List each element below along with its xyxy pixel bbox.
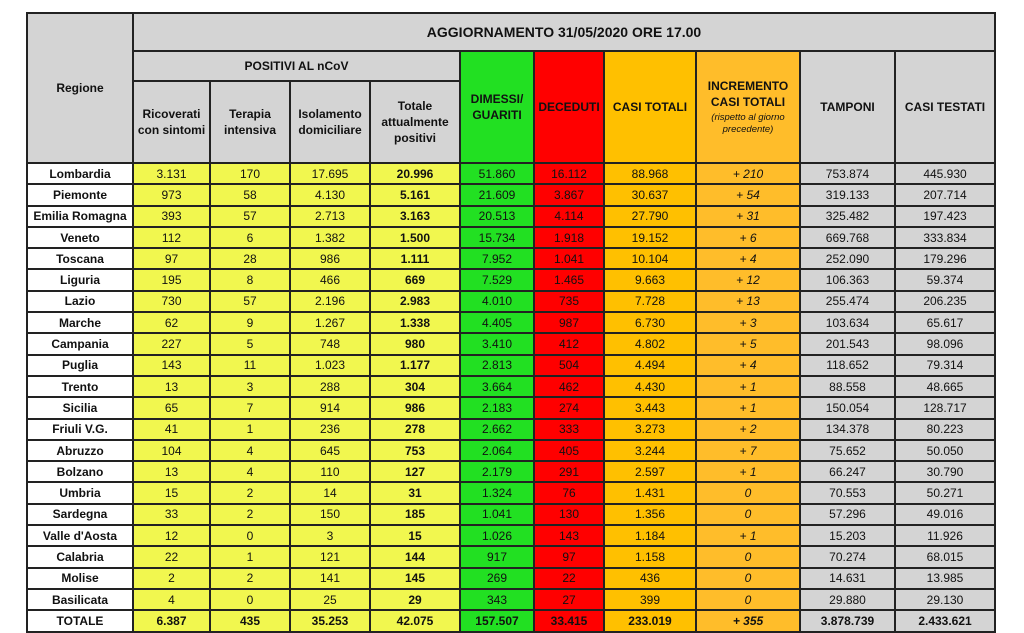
cell-casi-testati: 445.930 xyxy=(895,163,995,184)
cell-totale-positivi: 127 xyxy=(370,461,460,482)
cell-isolamento: 645 xyxy=(290,440,370,461)
cell-totale-positivi: 1.177 xyxy=(370,355,460,376)
cell-terapia: 435 xyxy=(210,610,290,631)
cell-incremento: + 3 xyxy=(696,312,800,333)
cell-casi-totali: 3.443 xyxy=(604,397,696,418)
cell-isolamento: 3 xyxy=(290,525,370,546)
cell-dimessi: 1.026 xyxy=(460,525,534,546)
cell-incremento: + 2 xyxy=(696,419,800,440)
cell-regione: Bolzano xyxy=(27,461,133,482)
cell-incremento: + 5 xyxy=(696,333,800,354)
cell-deceduti: 1.918 xyxy=(534,227,604,248)
cell-tamponi: 57.296 xyxy=(800,504,895,525)
cell-incremento: + 355 xyxy=(696,610,800,631)
cell-regione: Toscana xyxy=(27,248,133,269)
cell-terapia: 5 xyxy=(210,333,290,354)
cell-casi-totali: 27.790 xyxy=(604,206,696,227)
cell-regione: Umbria xyxy=(27,482,133,503)
cell-dimessi: 20.513 xyxy=(460,206,534,227)
cell-deceduti: 22 xyxy=(534,568,604,589)
cell-isolamento: 2.196 xyxy=(290,291,370,312)
cell-tamponi: 29.880 xyxy=(800,589,895,610)
cell-totale-positivi: 2.983 xyxy=(370,291,460,312)
cell-totale-positivi: 29 xyxy=(370,589,460,610)
cell-deceduti: 1.041 xyxy=(534,248,604,269)
table-row xyxy=(27,525,995,546)
cell-terapia: 0 xyxy=(210,589,290,610)
cell-regione: Piemonte xyxy=(27,184,133,205)
cell-casi-testati: 128.717 xyxy=(895,397,995,418)
cell-ricoverati: 2 xyxy=(133,568,210,589)
cell-dimessi: 3.410 xyxy=(460,333,534,354)
cell-incremento: + 7 xyxy=(696,440,800,461)
cell-casi-testati: 2.433.621 xyxy=(895,610,995,631)
cell-deceduti: 130 xyxy=(534,504,604,525)
cell-totale-positivi: 42.075 xyxy=(370,610,460,631)
page-title: AGGIORNAMENTO 31/05/2020 ORE 17.00 xyxy=(133,13,995,51)
cell-tamponi: 201.543 xyxy=(800,333,895,354)
cell-isolamento: 150 xyxy=(290,504,370,525)
cell-casi-testati: 59.374 xyxy=(895,269,995,290)
cell-terapia: 3 xyxy=(210,376,290,397)
cell-tamponi: 252.090 xyxy=(800,248,895,269)
cell-isolamento: 4.130 xyxy=(290,184,370,205)
cell-isolamento: 986 xyxy=(290,248,370,269)
table-row xyxy=(27,482,995,503)
table-row xyxy=(27,440,995,461)
cell-dimessi: 2.179 xyxy=(460,461,534,482)
cell-dimessi: 4.010 xyxy=(460,291,534,312)
cell-terapia: 0 xyxy=(210,525,290,546)
cell-isolamento: 1.267 xyxy=(290,312,370,333)
cell-regione: TOTALE xyxy=(27,610,133,631)
cell-isolamento: 110 xyxy=(290,461,370,482)
header-casi-testati: CASI TESTATI xyxy=(895,51,995,163)
cell-isolamento: 466 xyxy=(290,269,370,290)
cell-terapia: 11 xyxy=(210,355,290,376)
cell-totale-positivi: 3.163 xyxy=(370,206,460,227)
cell-dimessi: 7.952 xyxy=(460,248,534,269)
cell-incremento: + 12 xyxy=(696,269,800,290)
cell-totale-positivi: 144 xyxy=(370,546,460,567)
cell-tamponi: 134.378 xyxy=(800,419,895,440)
cell-tamponi: 118.652 xyxy=(800,355,895,376)
cell-dimessi: 157.507 xyxy=(460,610,534,631)
cell-isolamento: 1.382 xyxy=(290,227,370,248)
cell-casi-testati: 206.235 xyxy=(895,291,995,312)
cell-isolamento: 748 xyxy=(290,333,370,354)
cell-terapia: 170 xyxy=(210,163,290,184)
cell-casi-testati: 11.926 xyxy=(895,525,995,546)
cell-deceduti: 16.112 xyxy=(534,163,604,184)
cell-regione: Lazio xyxy=(27,291,133,312)
table-row xyxy=(27,376,995,397)
cell-totale-positivi: 278 xyxy=(370,419,460,440)
table-row xyxy=(27,546,995,567)
cell-casi-totali: 4.802 xyxy=(604,333,696,354)
cell-totale-positivi: 753 xyxy=(370,440,460,461)
cell-casi-totali: 4.494 xyxy=(604,355,696,376)
cell-casi-totali: 436 xyxy=(604,568,696,589)
cell-ricoverati: 22 xyxy=(133,546,210,567)
cell-casi-totali: 9.663 xyxy=(604,269,696,290)
cell-casi-totali: 10.104 xyxy=(604,248,696,269)
cell-isolamento: 1.023 xyxy=(290,355,370,376)
cell-regione: Marche xyxy=(27,312,133,333)
cell-tamponi: 319.133 xyxy=(800,184,895,205)
cell-terapia: 28 xyxy=(210,248,290,269)
cell-totale-positivi: 20.996 xyxy=(370,163,460,184)
covid-data-table xyxy=(26,12,996,633)
cell-ricoverati: 973 xyxy=(133,184,210,205)
cell-terapia: 2 xyxy=(210,568,290,589)
cell-casi-testati: 79.314 xyxy=(895,355,995,376)
cell-totale-positivi: 1.111 xyxy=(370,248,460,269)
cell-ricoverati: 41 xyxy=(133,419,210,440)
cell-tamponi: 14.631 xyxy=(800,568,895,589)
cell-regione: Campania xyxy=(27,333,133,354)
cell-casi-testati: 80.223 xyxy=(895,419,995,440)
cell-deceduti: 4.114 xyxy=(534,206,604,227)
cell-terapia: 4 xyxy=(210,440,290,461)
cell-casi-totali: 4.430 xyxy=(604,376,696,397)
cell-ricoverati: 4 xyxy=(133,589,210,610)
table-row xyxy=(27,248,995,269)
cell-totale-positivi: 304 xyxy=(370,376,460,397)
table-row xyxy=(27,419,995,440)
cell-casi-totali: 30.637 xyxy=(604,184,696,205)
header-dimessi: DIMESSI/ GUARITI xyxy=(460,51,534,163)
cell-tamponi: 75.652 xyxy=(800,440,895,461)
cell-ricoverati: 33 xyxy=(133,504,210,525)
table-row xyxy=(27,397,995,418)
cell-ricoverati: 65 xyxy=(133,397,210,418)
cell-regione: Sardegna xyxy=(27,504,133,525)
cell-ricoverati: 97 xyxy=(133,248,210,269)
cell-incremento: 0 xyxy=(696,546,800,567)
cell-terapia: 6 xyxy=(210,227,290,248)
cell-casi-totali: 19.152 xyxy=(604,227,696,248)
cell-incremento: + 1 xyxy=(696,397,800,418)
total-row xyxy=(27,610,995,631)
cell-ricoverati: 3.131 xyxy=(133,163,210,184)
cell-casi-testati: 48.665 xyxy=(895,376,995,397)
cell-tamponi: 70.553 xyxy=(800,482,895,503)
cell-deceduti: 412 xyxy=(534,333,604,354)
cell-tamponi: 255.474 xyxy=(800,291,895,312)
cell-terapia: 57 xyxy=(210,206,290,227)
cell-dimessi: 343 xyxy=(460,589,534,610)
cell-dimessi: 15.734 xyxy=(460,227,534,248)
cell-isolamento: 17.695 xyxy=(290,163,370,184)
cell-incremento: + 54 xyxy=(696,184,800,205)
cell-casi-totali: 7.728 xyxy=(604,291,696,312)
cell-regione: Liguria xyxy=(27,269,133,290)
cell-terapia: 9 xyxy=(210,312,290,333)
table-row xyxy=(27,227,995,248)
header-totale-positivi: Totale attualmente positivi xyxy=(370,81,460,163)
cell-terapia: 7 xyxy=(210,397,290,418)
cell-isolamento: 914 xyxy=(290,397,370,418)
cell-totale-positivi: 15 xyxy=(370,525,460,546)
cell-casi-totali: 88.968 xyxy=(604,163,696,184)
header-tamponi: TAMPONI xyxy=(800,51,895,163)
cell-casi-totali: 399 xyxy=(604,589,696,610)
header-incremento xyxy=(696,51,800,163)
cell-tamponi: 70.274 xyxy=(800,546,895,567)
cell-deceduti: 3.867 xyxy=(534,184,604,205)
cell-ricoverati: 6.387 xyxy=(133,610,210,631)
cell-dimessi: 51.860 xyxy=(460,163,534,184)
cell-ricoverati: 62 xyxy=(133,312,210,333)
header-incremento-note: (rispetto al giorno precedente) xyxy=(711,112,785,136)
cell-ricoverati: 227 xyxy=(133,333,210,354)
cell-casi-testati: 98.096 xyxy=(895,333,995,354)
table-row xyxy=(27,291,995,312)
cell-regione: Valle d'Aosta xyxy=(27,525,133,546)
cell-totale-positivi: 1.500 xyxy=(370,227,460,248)
cell-dimessi: 917 xyxy=(460,546,534,567)
cell-deceduti: 462 xyxy=(534,376,604,397)
cell-isolamento: 25 xyxy=(290,589,370,610)
cell-deceduti: 291 xyxy=(534,461,604,482)
table-row xyxy=(27,333,995,354)
cell-regione: Emilia Romagna xyxy=(27,206,133,227)
cell-incremento: + 1 xyxy=(696,461,800,482)
cell-casi-testati: 68.015 xyxy=(895,546,995,567)
cell-terapia: 2 xyxy=(210,482,290,503)
table-row xyxy=(27,504,995,525)
header-terapia: Terapia intensiva xyxy=(210,81,290,163)
cell-regione: Calabria xyxy=(27,546,133,567)
cell-casi-totali: 1.158 xyxy=(604,546,696,567)
cell-ricoverati: 393 xyxy=(133,206,210,227)
cell-casi-totali: 1.356 xyxy=(604,504,696,525)
table-body xyxy=(27,13,995,632)
cell-regione: Puglia xyxy=(27,355,133,376)
cell-casi-totali: 233.019 xyxy=(604,610,696,631)
cell-ricoverati: 12 xyxy=(133,525,210,546)
cell-dimessi: 1.041 xyxy=(460,504,534,525)
cell-casi-testati: 13.985 xyxy=(895,568,995,589)
cell-dimessi: 2.813 xyxy=(460,355,534,376)
cell-incremento: 0 xyxy=(696,568,800,589)
cell-tamponi: 150.054 xyxy=(800,397,895,418)
cell-isolamento: 14 xyxy=(290,482,370,503)
header-deceduti: DECEDUTI xyxy=(534,51,604,163)
cell-regione: Trento xyxy=(27,376,133,397)
cell-casi-testati: 50.271 xyxy=(895,482,995,503)
cell-regione: Veneto xyxy=(27,227,133,248)
cell-ricoverati: 143 xyxy=(133,355,210,376)
cell-dimessi: 7.529 xyxy=(460,269,534,290)
cell-isolamento: 35.253 xyxy=(290,610,370,631)
cell-totale-positivi: 669 xyxy=(370,269,460,290)
cell-ricoverati: 13 xyxy=(133,376,210,397)
cell-deceduti: 274 xyxy=(534,397,604,418)
cell-isolamento: 2.713 xyxy=(290,206,370,227)
cell-dimessi: 1.324 xyxy=(460,482,534,503)
table-row xyxy=(27,355,995,376)
cell-deceduti: 76 xyxy=(534,482,604,503)
cell-incremento: + 1 xyxy=(696,525,800,546)
cell-dimessi: 2.064 xyxy=(460,440,534,461)
cell-casi-testati: 29.130 xyxy=(895,589,995,610)
cell-totale-positivi: 986 xyxy=(370,397,460,418)
header-ricoverati: Ricoverati con sintomi xyxy=(133,81,210,163)
cell-isolamento: 141 xyxy=(290,568,370,589)
cell-terapia: 1 xyxy=(210,419,290,440)
cell-deceduti: 1.465 xyxy=(534,269,604,290)
cell-dimessi: 2.662 xyxy=(460,419,534,440)
cell-tamponi: 106.363 xyxy=(800,269,895,290)
header-positivi-group: POSITIVI AL nCoV xyxy=(133,51,460,81)
cell-terapia: 58 xyxy=(210,184,290,205)
cell-terapia: 4 xyxy=(210,461,290,482)
cell-casi-totali: 2.597 xyxy=(604,461,696,482)
cell-tamponi: 3.878.739 xyxy=(800,610,895,631)
cell-casi-totali: 3.244 xyxy=(604,440,696,461)
cell-deceduti: 504 xyxy=(534,355,604,376)
cell-terapia: 8 xyxy=(210,269,290,290)
cell-tamponi: 15.203 xyxy=(800,525,895,546)
cell-tamponi: 66.247 xyxy=(800,461,895,482)
cell-incremento: + 6 xyxy=(696,227,800,248)
cell-ricoverati: 195 xyxy=(133,269,210,290)
cell-incremento: + 4 xyxy=(696,248,800,269)
cell-casi-totali: 1.431 xyxy=(604,482,696,503)
cell-totale-positivi: 5.161 xyxy=(370,184,460,205)
header-regione: Regione xyxy=(27,13,133,163)
cell-terapia: 1 xyxy=(210,546,290,567)
cell-casi-testati: 50.050 xyxy=(895,440,995,461)
cell-deceduti: 97 xyxy=(534,546,604,567)
cell-regione: Molise xyxy=(27,568,133,589)
cell-isolamento: 236 xyxy=(290,419,370,440)
cell-incremento: 0 xyxy=(696,504,800,525)
cell-incremento: + 1 xyxy=(696,376,800,397)
cell-totale-positivi: 980 xyxy=(370,333,460,354)
cell-casi-testati: 333.834 xyxy=(895,227,995,248)
cell-casi-totali: 3.273 xyxy=(604,419,696,440)
cell-dimessi: 4.405 xyxy=(460,312,534,333)
cell-casi-testati: 49.016 xyxy=(895,504,995,525)
cell-ricoverati: 15 xyxy=(133,482,210,503)
table-row xyxy=(27,206,995,227)
table-row xyxy=(27,589,995,610)
cell-dimessi: 21.609 xyxy=(460,184,534,205)
cell-deceduti: 143 xyxy=(534,525,604,546)
cell-isolamento: 288 xyxy=(290,376,370,397)
table-row xyxy=(27,461,995,482)
table-row xyxy=(27,269,995,290)
cell-deceduti: 27 xyxy=(534,589,604,610)
cell-casi-testati: 179.296 xyxy=(895,248,995,269)
cell-deceduti: 405 xyxy=(534,440,604,461)
cell-casi-testati: 30.790 xyxy=(895,461,995,482)
cell-deceduti: 33.415 xyxy=(534,610,604,631)
cell-terapia: 2 xyxy=(210,504,290,525)
cell-incremento: + 210 xyxy=(696,163,800,184)
cell-regione: Basilicata xyxy=(27,589,133,610)
cell-totale-positivi: 31 xyxy=(370,482,460,503)
cell-casi-testati: 207.714 xyxy=(895,184,995,205)
table-row xyxy=(27,184,995,205)
cell-regione: Friuli V.G. xyxy=(27,419,133,440)
table-row xyxy=(27,163,995,184)
cell-incremento: 0 xyxy=(696,589,800,610)
table-row xyxy=(27,568,995,589)
cell-casi-testati: 197.423 xyxy=(895,206,995,227)
cell-dimessi: 3.664 xyxy=(460,376,534,397)
header-casi-totali: CASI TOTALI xyxy=(604,51,696,163)
header-isolamento: Isolamento domiciliare xyxy=(290,81,370,163)
cell-casi-testati: 65.617 xyxy=(895,312,995,333)
cell-ricoverati: 730 xyxy=(133,291,210,312)
header-incremento-label: INCREMENTO CASI TOTALI xyxy=(707,78,789,110)
cell-totale-positivi: 1.338 xyxy=(370,312,460,333)
cell-casi-totali: 6.730 xyxy=(604,312,696,333)
cell-ricoverati: 104 xyxy=(133,440,210,461)
table-row xyxy=(27,312,995,333)
cell-incremento: + 31 xyxy=(696,206,800,227)
cell-deceduti: 987 xyxy=(534,312,604,333)
cell-tamponi: 103.634 xyxy=(800,312,895,333)
cell-dimessi: 269 xyxy=(460,568,534,589)
cell-deceduti: 735 xyxy=(534,291,604,312)
cell-terapia: 57 xyxy=(210,291,290,312)
cell-deceduti: 333 xyxy=(534,419,604,440)
cell-tamponi: 753.874 xyxy=(800,163,895,184)
cell-ricoverati: 13 xyxy=(133,461,210,482)
cell-ricoverati: 112 xyxy=(133,227,210,248)
cell-isolamento: 121 xyxy=(290,546,370,567)
cell-tamponi: 325.482 xyxy=(800,206,895,227)
cell-regione: Sicilia xyxy=(27,397,133,418)
cell-incremento: + 4 xyxy=(696,355,800,376)
cell-casi-totali: 1.184 xyxy=(604,525,696,546)
cell-tamponi: 669.768 xyxy=(800,227,895,248)
cell-regione: Lombardia xyxy=(27,163,133,184)
cell-totale-positivi: 185 xyxy=(370,504,460,525)
cell-regione: Abruzzo xyxy=(27,440,133,461)
cell-dimessi: 2.183 xyxy=(460,397,534,418)
cell-tamponi: 88.558 xyxy=(800,376,895,397)
cell-incremento: 0 xyxy=(696,482,800,503)
cell-totale-positivi: 145 xyxy=(370,568,460,589)
cell-incremento: + 13 xyxy=(696,291,800,312)
